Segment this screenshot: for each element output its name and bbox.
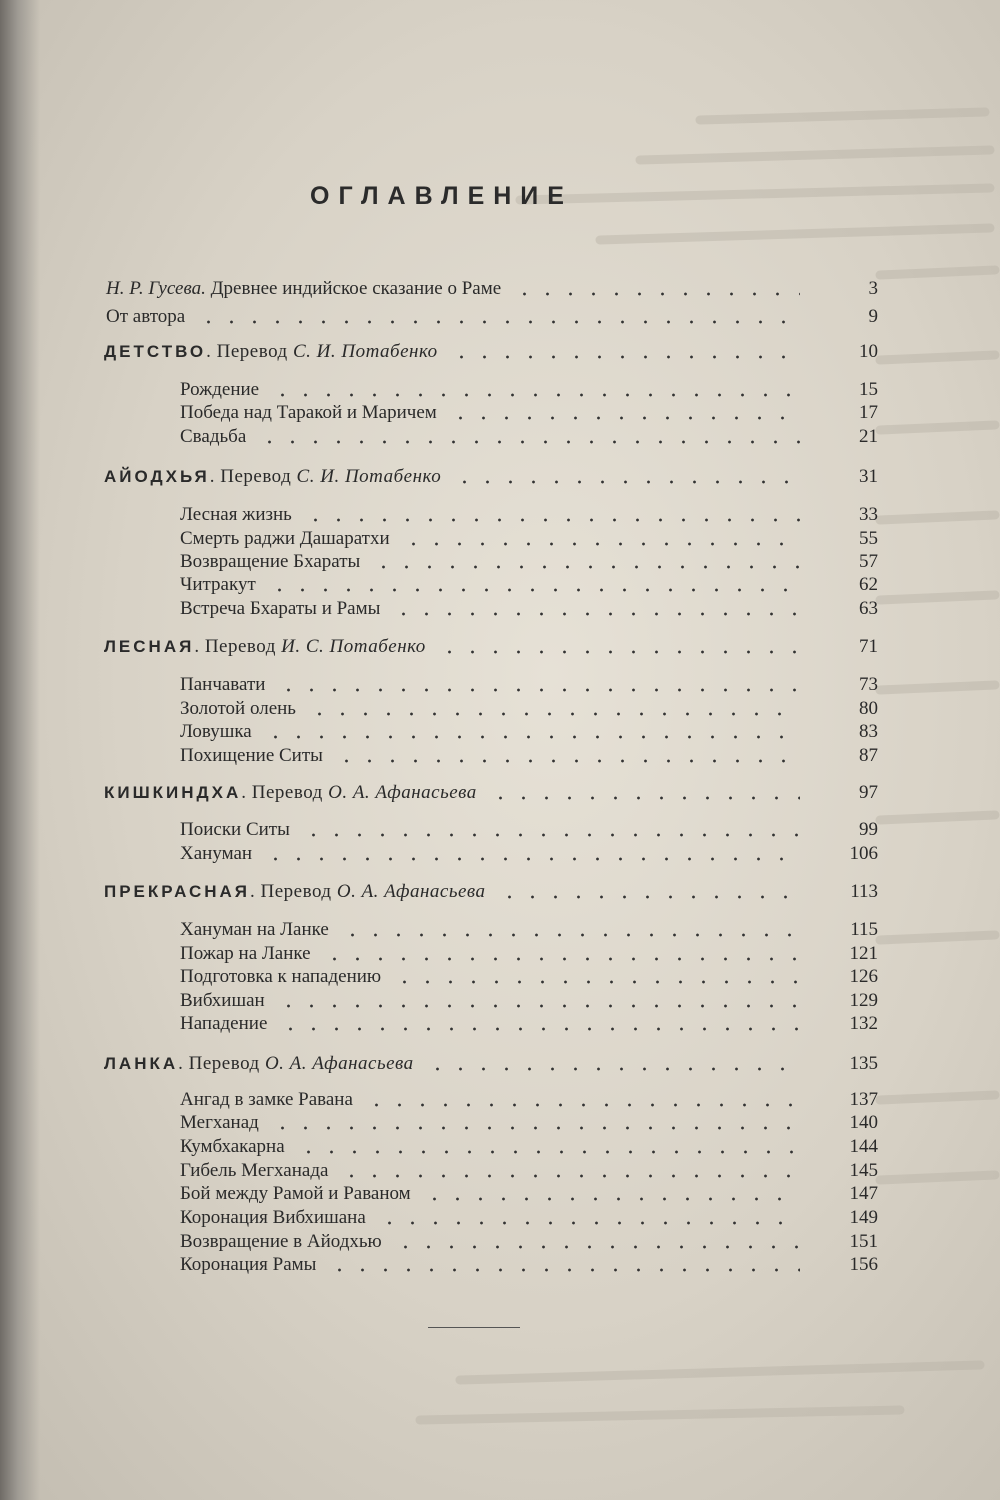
entry-text: Подготовка к нападению — [180, 966, 382, 987]
entry-text: Читракут — [180, 574, 256, 595]
leader-dots — [392, 612, 800, 616]
entry-title — [104, 635, 426, 659]
entry-title — [180, 1088, 353, 1112]
page-number: 73 — [859, 674, 878, 695]
entry-text: Вибхишан — [180, 990, 265, 1011]
page-number: 57 — [859, 551, 878, 572]
page-number: 129 — [849, 990, 878, 1011]
leader-dots — [340, 1174, 800, 1178]
section-name: ЛЕСНАЯ — [104, 637, 195, 656]
author-name: О. А. Афанасьева — [336, 881, 486, 902]
entry-text: Золотой олень — [180, 698, 296, 719]
leader-dots — [423, 1197, 800, 1201]
entry-text: Кумбхакарна — [180, 1136, 285, 1157]
entry-title — [180, 673, 265, 697]
entry-title — [180, 597, 380, 621]
page-number: 31 — [859, 466, 878, 487]
entry-text: Рождение — [180, 379, 260, 400]
author-name: Н. Р. Гусева. — [106, 278, 206, 299]
entry-title — [180, 918, 329, 942]
leader-dots — [372, 565, 800, 569]
entry-title — [106, 277, 501, 301]
entry-title — [104, 781, 477, 805]
page-number: 17 — [859, 402, 878, 423]
entry-text: Мегханад — [180, 1112, 259, 1133]
page-number: 144 — [849, 1136, 878, 1157]
entry-text: Гибель Мегханада — [180, 1160, 329, 1181]
leader-dots — [335, 759, 800, 763]
author-name: С. И. Потабенко — [296, 466, 442, 487]
page-number: 149 — [849, 1207, 878, 1228]
author-name: О. А. Афанасьева — [328, 782, 477, 803]
page-number: 63 — [859, 598, 878, 619]
leader-dots — [271, 1126, 800, 1130]
page-number: 145 — [849, 1160, 878, 1181]
page-number: 55 — [859, 528, 878, 549]
entry-text: Хануман на Ланке — [180, 919, 329, 940]
section-name: КИШКИНДХА — [104, 783, 242, 802]
author-name: О. А. Афанасьева — [264, 1053, 414, 1074]
entry-text: Свадьба — [180, 426, 247, 447]
leader-dots — [498, 895, 800, 899]
page-number: 15 — [859, 379, 878, 400]
entry-title — [180, 965, 381, 989]
entry-title — [106, 305, 185, 329]
page-number: 126 — [849, 966, 878, 987]
entry-text: Поиски Ситы — [180, 819, 290, 840]
leader-dots — [394, 1245, 800, 1249]
entry-title — [180, 378, 259, 402]
page-number: 140 — [849, 1112, 878, 1133]
page-number: 10 — [859, 341, 878, 362]
page-number: 121 — [849, 943, 878, 964]
entry-title — [180, 503, 292, 527]
leader-dots — [449, 416, 800, 420]
entry-text: Лесная жизнь — [180, 504, 292, 525]
entry-title — [180, 842, 252, 866]
entry-title — [180, 1206, 366, 1230]
entry-title — [180, 744, 323, 768]
entry-title — [180, 1182, 411, 1206]
leader-dots — [378, 1221, 800, 1225]
entry-title — [180, 697, 296, 721]
entry-text: Хануман — [180, 843, 253, 864]
entry-title — [180, 573, 256, 597]
entry-text: Древнее индийское сказание о Раме — [205, 278, 502, 299]
page-number: 132 — [849, 1013, 878, 1034]
entry-title — [180, 1012, 267, 1036]
page-number: 156 — [849, 1254, 878, 1275]
page-number: 137 — [849, 1089, 878, 1110]
page-number: 115 — [850, 919, 878, 940]
section-name: ДЕТСТВО — [104, 342, 207, 361]
page-number: 97 — [859, 782, 878, 803]
leader-dots — [450, 355, 800, 359]
section-name: ЛАНКА — [104, 1054, 179, 1073]
entry-text: . Перевод — [241, 782, 329, 803]
leader-dots — [402, 542, 800, 546]
page-number: 151 — [849, 1231, 878, 1252]
leader-dots — [308, 712, 800, 716]
entry-text: Коронация Рамы — [180, 1254, 317, 1275]
entry-text: Пожар на Ланке — [180, 943, 311, 964]
page-number: 99 — [859, 819, 878, 840]
leader-dots — [197, 320, 800, 324]
leader-dots — [426, 1067, 800, 1071]
entry-text: Смерть раджи Дашаратхи — [180, 528, 390, 549]
entry-text: . Перевод — [178, 1053, 265, 1074]
entry-text: . Перевод — [206, 341, 293, 362]
entry-title — [180, 818, 290, 842]
entry-title — [180, 550, 360, 574]
leader-dots — [328, 1268, 800, 1272]
page-number: 106 — [849, 843, 878, 864]
entry-text: . Перевод — [194, 636, 282, 657]
leader-dots — [264, 857, 800, 861]
entry-text: Возвращение Бхараты — [180, 551, 361, 572]
entry-text: Бой между Рамой и Раваном — [180, 1183, 411, 1204]
entry-text: Похищение Ситы — [180, 745, 323, 766]
leader-dots — [323, 957, 800, 961]
leader-dots — [277, 688, 800, 692]
page-number: 83 — [859, 721, 878, 742]
entry-text: Возвращение в Айодхью — [180, 1231, 382, 1252]
author-name: С. И. Потабенко — [292, 341, 438, 362]
entry-text: Нападение — [180, 1013, 268, 1034]
leader-dots — [258, 440, 800, 444]
entry-title — [104, 880, 486, 904]
entry-text: . Перевод — [209, 466, 297, 487]
section-name: ПРЕКРАСНАЯ — [104, 882, 251, 901]
entry-text: . Перевод — [250, 881, 337, 902]
leader-dots — [489, 796, 800, 800]
entry-text: Победа над Таракой и Маричем — [180, 402, 437, 423]
leader-dots — [341, 933, 800, 937]
entry-title — [180, 1230, 382, 1254]
leader-dots — [302, 833, 800, 837]
entry-title — [180, 1253, 316, 1277]
entry-title — [104, 1052, 414, 1076]
page-number: 62 — [859, 574, 878, 595]
entry-title — [180, 527, 390, 551]
page-number: 87 — [859, 745, 878, 766]
entry-title — [180, 401, 437, 425]
leader-dots — [393, 980, 800, 984]
entry-title — [180, 942, 311, 966]
page-number: 9 — [868, 306, 878, 327]
entry-title — [180, 720, 252, 744]
leader-dots — [297, 1150, 800, 1154]
leader-dots — [453, 480, 800, 484]
entry-text: Панчавати — [180, 674, 266, 695]
leader-dots — [365, 1103, 800, 1107]
entry-text: Встреча Бхараты и Рамы — [180, 598, 381, 619]
leader-dots — [271, 393, 800, 397]
entry-text: От автора — [106, 306, 186, 327]
page-number: 147 — [849, 1183, 878, 1204]
entry-title — [104, 465, 441, 489]
entry-title — [180, 1159, 328, 1183]
leader-dots — [264, 735, 800, 739]
page-number: 33 — [859, 504, 878, 525]
page-number: 80 — [859, 698, 878, 719]
leader-dots — [279, 1027, 800, 1031]
page-number: 21 — [859, 426, 878, 447]
author-name: И. С. Потабенко — [281, 636, 426, 657]
entry-text: Коронация Вибхишана — [180, 1207, 366, 1228]
entry-text: Ловушка — [180, 721, 252, 742]
section-name: АЙОДХЬЯ — [104, 467, 210, 486]
page-number: 71 — [859, 636, 878, 657]
entry-title — [180, 1135, 285, 1159]
entry-title — [180, 425, 246, 449]
page-number: 3 — [868, 278, 878, 299]
page-title: ОГЛАВЛЕНИЕ — [310, 182, 573, 210]
leader-dots — [268, 588, 800, 592]
entry-title — [180, 1111, 259, 1135]
entry-title — [104, 340, 438, 364]
end-rule — [428, 1327, 520, 1328]
entry-title — [180, 989, 265, 1013]
leader-dots — [277, 1004, 800, 1008]
page-number: 113 — [850, 881, 878, 902]
entry-text: Ангад в замке Равана — [180, 1089, 353, 1110]
leader-dots — [304, 518, 800, 522]
leader-dots — [513, 292, 800, 296]
leader-dots — [438, 650, 800, 654]
page-number: 135 — [849, 1053, 878, 1074]
